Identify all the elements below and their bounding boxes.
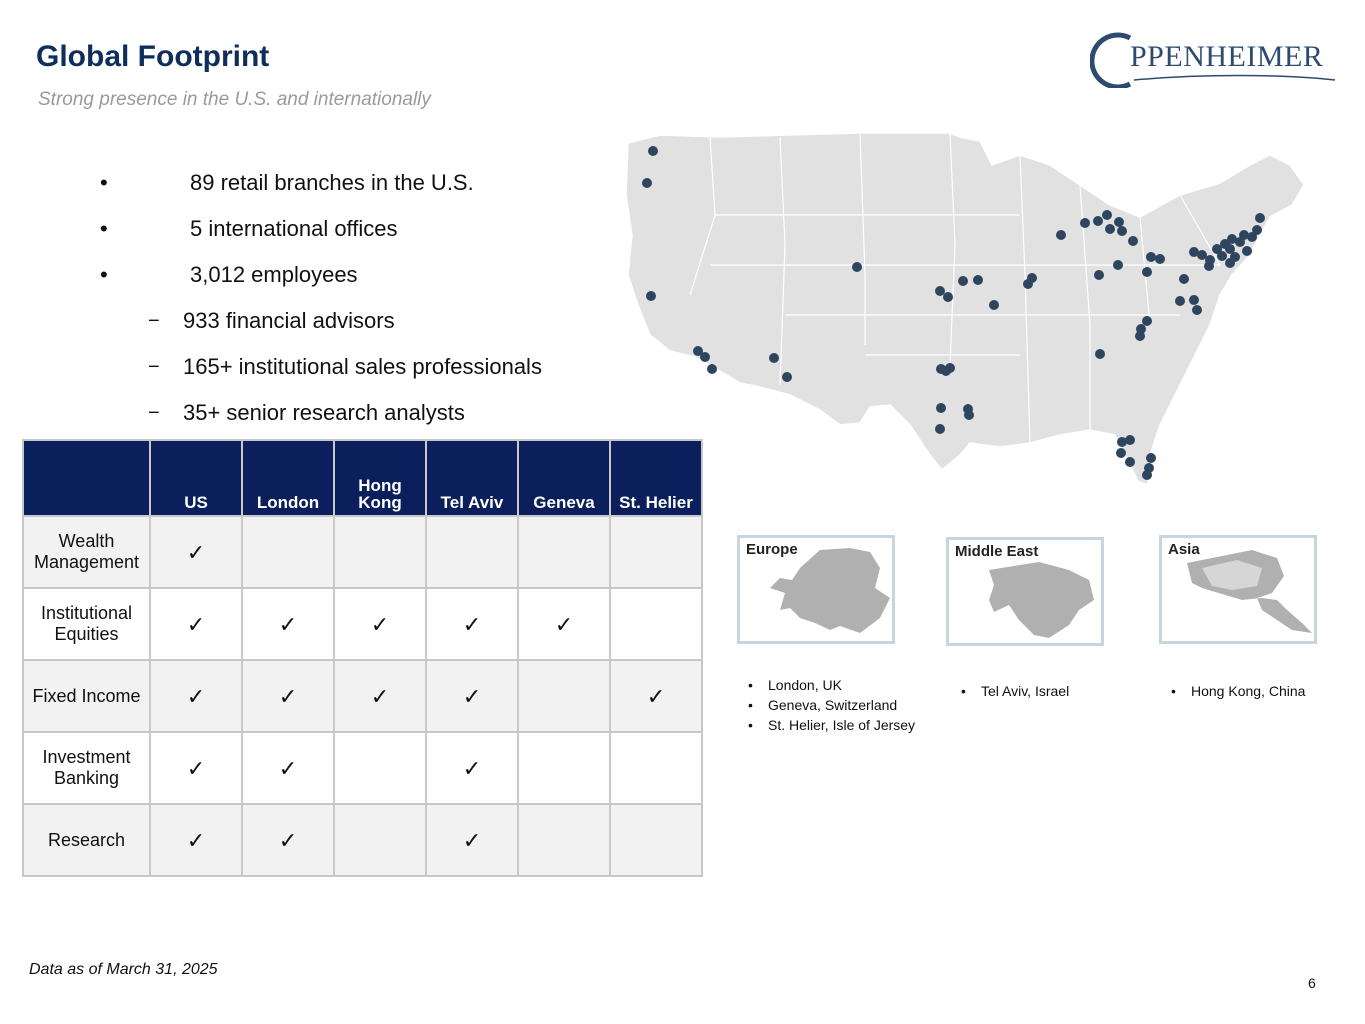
table-row [23, 516, 702, 588]
empty-cell [334, 516, 426, 588]
branch-marker [1239, 230, 1249, 240]
branch-marker [1027, 273, 1037, 283]
branch-marker [1146, 453, 1156, 463]
row-label: Wealth Management [23, 516, 150, 588]
column-header-tel-aviv: Tel Aviv [426, 440, 518, 516]
middle-east-inset-map [946, 537, 1104, 646]
checkmark-icon: ✓ [334, 660, 426, 732]
empty-cell [518, 660, 610, 732]
column-header-us: US [150, 440, 242, 516]
empty-cell [242, 516, 334, 588]
location-st-helier: • St. Helier, Isle of Jersey [744, 715, 915, 735]
branch-marker [648, 146, 658, 156]
checkmark-icon: ✓ [150, 660, 242, 732]
checkmark-icon: ✓ [426, 588, 518, 660]
row-label: Investment Banking [23, 732, 150, 804]
table-header-corner [23, 440, 150, 516]
us-branch-map [620, 125, 1310, 495]
asia-label: Asia [1168, 541, 1200, 558]
empty-cell [610, 588, 702, 660]
location-hong-kong: • Hong Kong, China [1167, 681, 1305, 701]
branch-marker [989, 300, 999, 310]
table-row [23, 804, 702, 876]
branch-marker [1114, 217, 1124, 227]
branch-marker [1125, 435, 1135, 445]
checkmark-icon: ✓ [242, 588, 334, 660]
branch-marker [943, 292, 953, 302]
branch-marker [1093, 216, 1103, 226]
branch-marker [707, 364, 717, 374]
empty-cell [426, 516, 518, 588]
branch-marker [1094, 270, 1104, 280]
branch-marker [1135, 331, 1145, 341]
branch-marker [1142, 267, 1152, 277]
empty-cell [518, 516, 610, 588]
checkmark-icon: ✓ [426, 732, 518, 804]
checkmark-icon: ✓ [150, 516, 242, 588]
logo-text: PPENHEIMER [1130, 40, 1324, 73]
location-geneva: • Geneva, Switzerland [744, 695, 915, 715]
empty-cell [518, 804, 610, 876]
key-stats-list [100, 165, 542, 441]
branch-marker [1175, 296, 1185, 306]
branch-marker [935, 286, 945, 296]
checkmark-icon: ✓ [242, 732, 334, 804]
row-label: Research [23, 804, 150, 876]
location-london: • London, UK [744, 675, 915, 695]
empty-cell [334, 732, 426, 804]
branch-marker [1117, 226, 1127, 236]
branch-marker [1146, 252, 1156, 262]
row-label: Fixed Income [23, 660, 150, 732]
column-header-hong-kong: Hong Kong [334, 440, 426, 516]
branch-marker [1056, 230, 1066, 240]
branch-marker [1204, 261, 1214, 271]
page-number: 6 [1308, 975, 1316, 991]
column-header-london: London [242, 440, 334, 516]
branch-marker [1230, 252, 1240, 262]
empty-cell [610, 732, 702, 804]
checkmark-icon: ✓ [242, 660, 334, 732]
asia-locations-list [1167, 681, 1305, 701]
branch-marker [1125, 457, 1135, 467]
branch-marker [1116, 448, 1126, 458]
branch-marker [852, 262, 862, 272]
branch-marker [1105, 224, 1115, 234]
stat-employees: • 3,012 employees [100, 257, 542, 303]
branch-marker [1255, 213, 1265, 223]
branch-marker [1113, 260, 1123, 270]
checkmark-icon: ✓ [426, 804, 518, 876]
checkmark-icon: ✓ [242, 804, 334, 876]
capabilities-table [22, 439, 703, 877]
branch-marker [941, 366, 951, 376]
checkmark-icon: ✓ [426, 660, 518, 732]
branch-marker [769, 353, 779, 363]
branch-marker [1189, 295, 1199, 305]
europe-inset-map [737, 535, 895, 644]
branch-marker [936, 403, 946, 413]
branch-marker [1192, 305, 1202, 315]
column-header-geneva: Geneva [518, 440, 610, 516]
table-row [23, 660, 702, 732]
checkmark-icon: ✓ [334, 588, 426, 660]
branch-marker [1155, 254, 1165, 264]
branch-marker [1242, 246, 1252, 256]
branch-marker [973, 275, 983, 285]
empty-cell [610, 516, 702, 588]
stat-international-offices: • 5 international offices [100, 211, 542, 257]
checkmark-icon: ✓ [610, 660, 702, 732]
empty-cell [610, 804, 702, 876]
stat-research-analysts: − 35+ senior research analysts [100, 395, 542, 441]
branch-marker [964, 410, 974, 420]
europe-label: Europe [746, 541, 798, 558]
table-header-row [23, 440, 702, 516]
stat-sales-professionals: − 165+ institutional sales professionals [100, 349, 542, 395]
branch-marker [1080, 218, 1090, 228]
branch-marker [1095, 349, 1105, 359]
branch-marker [1142, 470, 1152, 480]
checkmark-icon: ✓ [150, 588, 242, 660]
branch-marker [1217, 251, 1227, 261]
stat-retail-branches: • 89 retail branches in the U.S. [100, 165, 542, 211]
checkmark-icon: ✓ [150, 804, 242, 876]
europe-locations-list [744, 675, 915, 735]
table-row [23, 588, 702, 660]
data-date-footnote: Data as of March 31, 2025 [29, 961, 218, 978]
branch-marker [782, 372, 792, 382]
branch-marker [1128, 236, 1138, 246]
stat-financial-advisors: − 933 financial advisors [100, 303, 542, 349]
branch-marker [1102, 210, 1112, 220]
branch-marker [1142, 316, 1152, 326]
checkmark-icon: ✓ [518, 588, 610, 660]
branch-marker [958, 276, 968, 286]
middle-east-label: Middle East [955, 543, 1039, 560]
empty-cell [334, 804, 426, 876]
branch-marker [935, 424, 945, 434]
checkmark-icon: ✓ [150, 732, 242, 804]
column-header-st-helier: St. Helier [610, 440, 702, 516]
branch-marker [646, 291, 656, 301]
branch-marker [1252, 225, 1262, 235]
location-tel-aviv: • Tel Aviv, Israel [957, 681, 1069, 701]
us-map-outline [626, 133, 1304, 485]
branch-marker [700, 352, 710, 362]
branch-marker [642, 178, 652, 188]
asia-inset-map [1159, 535, 1317, 644]
empty-cell [518, 732, 610, 804]
page-title: Global Footprint [36, 40, 270, 73]
table-row [23, 732, 702, 804]
middle-east-locations-list [957, 681, 1069, 701]
branch-marker [1179, 274, 1189, 284]
row-label: Institutional Equities [23, 588, 150, 660]
page-subtitle: Strong presence in the U.S. and internationally [38, 89, 431, 110]
